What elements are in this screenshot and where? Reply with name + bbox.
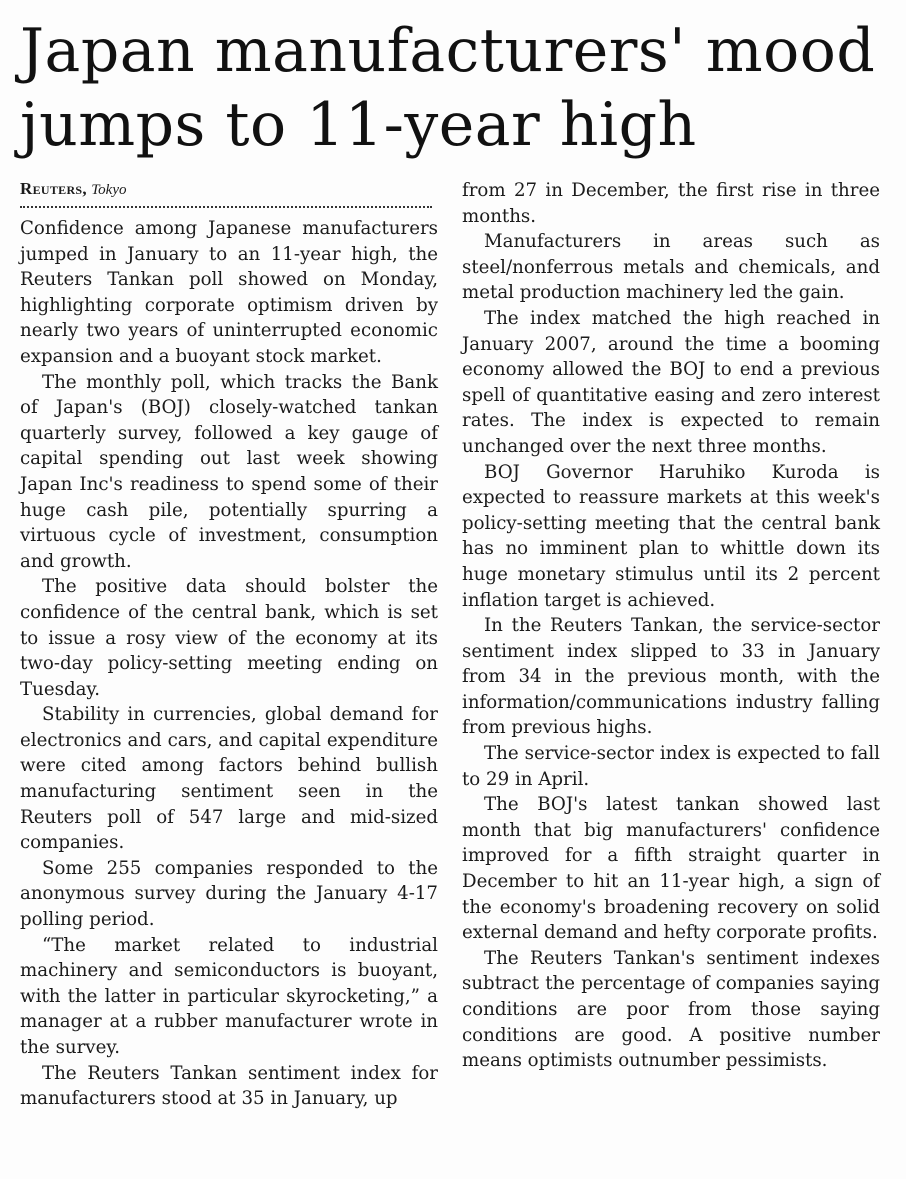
paragraph: The service-sector index is expected to fall to 29 in April. xyxy=(462,743,880,790)
paragraph: Confidence among Japanese manufacturers jumped in January to an 11-year high, the Reuters Tankan poll showed on Monday, highlighting corporate optimism driven by nearly two years of uninterrupted economic expansion and a buoyant stock market. xyxy=(20,218,438,367)
byline xyxy=(20,178,438,202)
dotted-divider xyxy=(20,202,432,208)
paragraph: “The market related to industrial machinery and semiconductors is buoyant, with the latter in particular skyrocketing,” a manager at a rubber manufacturer wrote in the survey. xyxy=(20,934,438,1058)
paragraph: The Reuters Tankan sentiment index for manufacturers stood at 35 in January, up xyxy=(20,1062,438,1110)
headline: Japan manufacturers' mood jumps to 11-year high xyxy=(20,16,876,160)
paragraph: The BOJ's latest tankan showed last month that big manufacturers' confidence improved for a fifth straight quarter in December to hit an 11-year high, a sign of the economy's broadening recovery on solid external demand and hefty corporate profits. xyxy=(462,794,880,944)
paragraph: BOJ Governor Haruhiko Kuroda is expected to reassure markets at this week's policy-setting meeting that the central bank has no imminent plan to whittle down its huge monetary stimulus until its 2 percent inflation target is achieved. xyxy=(462,461,880,611)
paragraph: Some 255 companies responded to the anonymous survey during the January 4-17 polling period. xyxy=(20,857,438,931)
paragraph-continued: from 27 in December, the first rise in three months. xyxy=(462,180,880,227)
left-column xyxy=(20,178,438,1112)
byline-location: Tokyo xyxy=(91,182,127,198)
byline-agency: Reuters, xyxy=(20,179,87,198)
paragraph: The positive data should bolster the confidence of the central bank, which is set to issue a rosy view of the economy at its two-day policy-setting meeting ending on Tuesday. xyxy=(20,576,438,700)
paragraph: Stability in currencies, global demand for electronics and cars, and capital expenditure were cited among factors behind bullish manufacturing sentiment seen in the Reuters poll of 547 large and mid-sized companies. xyxy=(20,704,438,854)
paragraph: The index matched the high reached in January 2007, around the time a booming economy allowed the BOJ to end a previous spell of quantitative easing and zero interest rates. The index is expected to remain unchanged over the next three months. xyxy=(462,307,880,457)
paragraph: The monthly poll, which tracks the Bank of Japan's (BOJ) closely-watched tankan quarterly survey, followed a key gauge of capital spending out last week showing Japan Inc's readiness to spend some of their huge cash pile, potentially spurring a virtuous cycle of investment, consumption and growth. xyxy=(20,371,438,572)
paragraph: Manufacturers in areas such as steel/nonferrous metals and chemicals, and metal production machinery led the gain. xyxy=(462,231,880,304)
paragraph: The Reuters Tankan's sentiment indexes subtract the percentage of companies saying conditions are poor from those saying conditions are good. A positive number means optimists outnumber pessimists. xyxy=(462,947,880,1072)
paragraph: In the Reuters Tankan, the service-sector sentiment index slipped to 33 in January from 34 in the previous month, with the information/communications industry falling from previous highs. xyxy=(462,615,880,739)
right-column xyxy=(462,178,880,1074)
